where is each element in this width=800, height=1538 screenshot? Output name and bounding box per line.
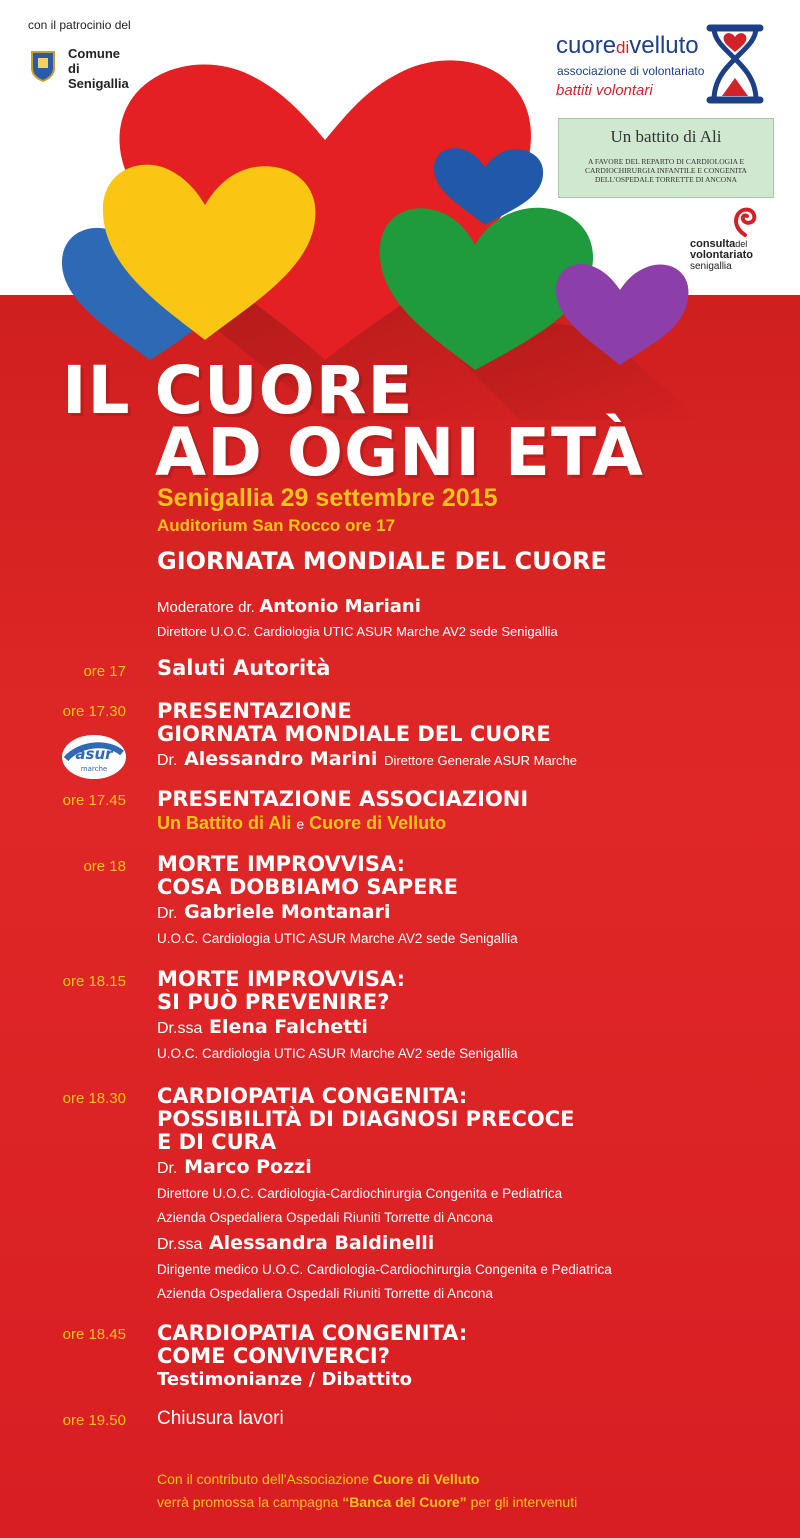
consulta-line1b: del	[735, 239, 748, 249]
footer-l2c: per gli intervenuti	[470, 1494, 578, 1510]
program-time: ore 18.15	[62, 973, 126, 990]
speaker-name: Gabriele Montanari	[184, 901, 391, 923]
program-speaker	[157, 1230, 612, 1258]
moderator-prefix: dr.	[238, 599, 255, 616]
moderator-role: Direttore U.O.C. Cardiologia UTIC ASUR Marche AV2 sede Senigallia	[157, 624, 558, 639]
program-title-line2: SI PUÒ PREVENIRE?	[157, 990, 390, 1014]
event-name: GIORNATA MONDIALE DEL CUORE	[157, 547, 607, 575]
consulta-text	[690, 239, 753, 272]
program-time: ore 18.30	[62, 1090, 126, 1107]
speaker-name: Alessandra Baldinelli	[208, 1232, 435, 1254]
moderator	[157, 596, 421, 617]
senigallia-crest-icon	[28, 48, 58, 82]
speaker-role: Direttore Generale ASUR Marche	[384, 753, 577, 768]
program-title-line1: CARDIOPATIA CONGENITA:	[157, 1321, 468, 1345]
speaker-affiliation: Azienda Ospedaliera Ospedali Riuniti Torrette di Ancona	[157, 1286, 493, 1301]
battito-ali-desc: A FAVORE DEL REPARTO DI CARDIOLOGIA E CARDIOCHIRURGIA INFANTILE E CONGENITA DELL'OSPEDALE TORRETTE DI ANCONA	[585, 157, 747, 184]
program-title-line2: POSSIBILITÀ DI DIAGNOSI PRECOCE	[157, 1107, 575, 1131]
speaker-prefix: Dr.	[157, 752, 178, 769]
main-title-line2: AD OGNI ETÀ	[155, 414, 644, 491]
program-title-line1: MORTE IMPROVVISA:	[157, 852, 406, 876]
footer-l2b: “Banca del Cuore”	[342, 1494, 467, 1510]
speaker-prefix: Dr.ssa	[157, 1236, 203, 1253]
program-content	[157, 657, 330, 680]
program-speaker	[157, 1014, 518, 1042]
speaker-affiliation: U.O.C. Cardiologia UTIC ASUR Marche AV2 sede Senigallia	[157, 931, 518, 946]
footer-l1a: Con il contributo dell'Associazione	[157, 1471, 370, 1487]
speaker-affiliation: Direttore U.O.C. Cardiologia-Cardiochirurgia Congenita e Pediatrica	[157, 1186, 563, 1201]
program-speaker	[157, 899, 518, 927]
hourglass-heart-icon	[702, 22, 768, 106]
speaker-affiliation: Dirigente medico U.O.C. Cardiologia-Cardiochirurgia Congenita e Pediatrica	[157, 1262, 612, 1277]
asur-logo-text: asur	[75, 745, 113, 763]
footer-l1b: Cuore di Velluto	[372, 1471, 480, 1487]
comune-name	[68, 46, 131, 91]
program-title-line2: GIORNATA MONDIALE DEL CUORE	[157, 722, 551, 746]
program-title: PRESENTAZIONE ASSOCIAZIONI	[157, 787, 529, 811]
cv-name-di: di	[616, 38, 630, 57]
asur-marche-logo	[60, 733, 128, 781]
program-time: ore 17.45	[62, 792, 126, 809]
program-content	[157, 1408, 284, 1430]
speaker-affiliation: Azienda Ospedaliera Ospedali Riuniti Torrette di Ancona	[157, 1210, 493, 1225]
speaker-affiliation: U.O.C. Cardiologia UTIC ASUR Marche AV2 sede Senigallia	[157, 1046, 518, 1061]
cv-name-b: velluto	[629, 32, 699, 59]
cv-subtitle: associazione di volontariato	[557, 64, 705, 78]
cv-name-a: cuore	[556, 32, 617, 59]
program-time: ore 18	[83, 858, 126, 875]
program-title-line2: COSA DOBBIAMO SAPERE	[157, 875, 459, 899]
program-time: ore 17.30	[62, 703, 126, 720]
assoc-2: Cuore di Velluto	[309, 813, 447, 833]
program-content	[157, 1085, 612, 1306]
assoc-1: Un Battito di Ali	[157, 813, 292, 833]
comune-label: Comune di	[68, 46, 120, 76]
speaker-prefix: Dr.	[157, 1160, 178, 1177]
program-content	[157, 1322, 467, 1391]
program-title-line3: E DI CURA	[157, 1130, 277, 1154]
speaker-name: Marco Pozzi	[184, 1156, 312, 1178]
moderator-name: Antonio Mariani	[259, 596, 421, 617]
cuore-di-velluto-logo	[556, 22, 776, 112]
program-title-line1: CARDIOPATIA CONGENITA:	[157, 1084, 468, 1108]
cv-name	[556, 32, 699, 60]
assoc-conj: e	[296, 816, 305, 832]
city-label: Senigallia	[68, 76, 129, 91]
program-associations	[157, 811, 528, 836]
consulta-swirl-icon	[732, 205, 758, 237]
program-content	[157, 968, 518, 1066]
moderator-label: Moderatore	[157, 599, 234, 616]
asur-logo-sub: marche	[80, 765, 108, 773]
program-speaker	[157, 746, 577, 774]
program-time: ore 17	[83, 663, 126, 680]
footer-l2a: verrà promossa la campagna	[157, 1494, 339, 1510]
program-title-line1: MORTE IMPROVVISA:	[157, 967, 406, 991]
program-time: ore 19.50	[62, 1412, 126, 1429]
program-title-line1: PRESENTAZIONE	[157, 699, 352, 723]
cv-tagline: battiti volontari	[556, 82, 653, 99]
battito-ali-title: Un battito di Ali	[610, 127, 722, 146]
program-title: Chiusura lavori	[157, 1408, 284, 1429]
program-title-line2: COME CONVIVERCI?	[157, 1344, 390, 1368]
program-content	[157, 788, 528, 836]
program-title: Saluti Autorità	[157, 656, 331, 680]
patronage-block	[28, 18, 131, 91]
program-content	[157, 853, 518, 951]
consulta-line1: consulta	[690, 238, 736, 250]
speaker-prefix: Dr.	[157, 905, 178, 922]
program-subtitle: Testimonianze / Dibattito	[157, 1369, 412, 1390]
consulta-line3: senigallia	[690, 261, 732, 272]
main-title-line1: IL CUORE	[62, 352, 414, 429]
speaker-name: Elena Falchetti	[208, 1016, 368, 1038]
speaker-name: Alessandro Marini	[184, 748, 378, 770]
speaker-prefix: Dr.ssa	[157, 1020, 203, 1037]
footer-note	[157, 1468, 577, 1514]
event-date: Senigallia 29 settembre 2015	[157, 484, 498, 512]
program-speaker	[157, 1154, 612, 1182]
program-content	[157, 700, 577, 774]
consulta-line2: volontariato	[690, 249, 753, 261]
event-venue: Auditorium San Rocco ore 17	[157, 516, 396, 535]
patronage-label: con il patrocinio del	[28, 18, 131, 32]
battito-ali-logo	[558, 118, 774, 198]
program-time: ore 18.45	[62, 1326, 126, 1343]
